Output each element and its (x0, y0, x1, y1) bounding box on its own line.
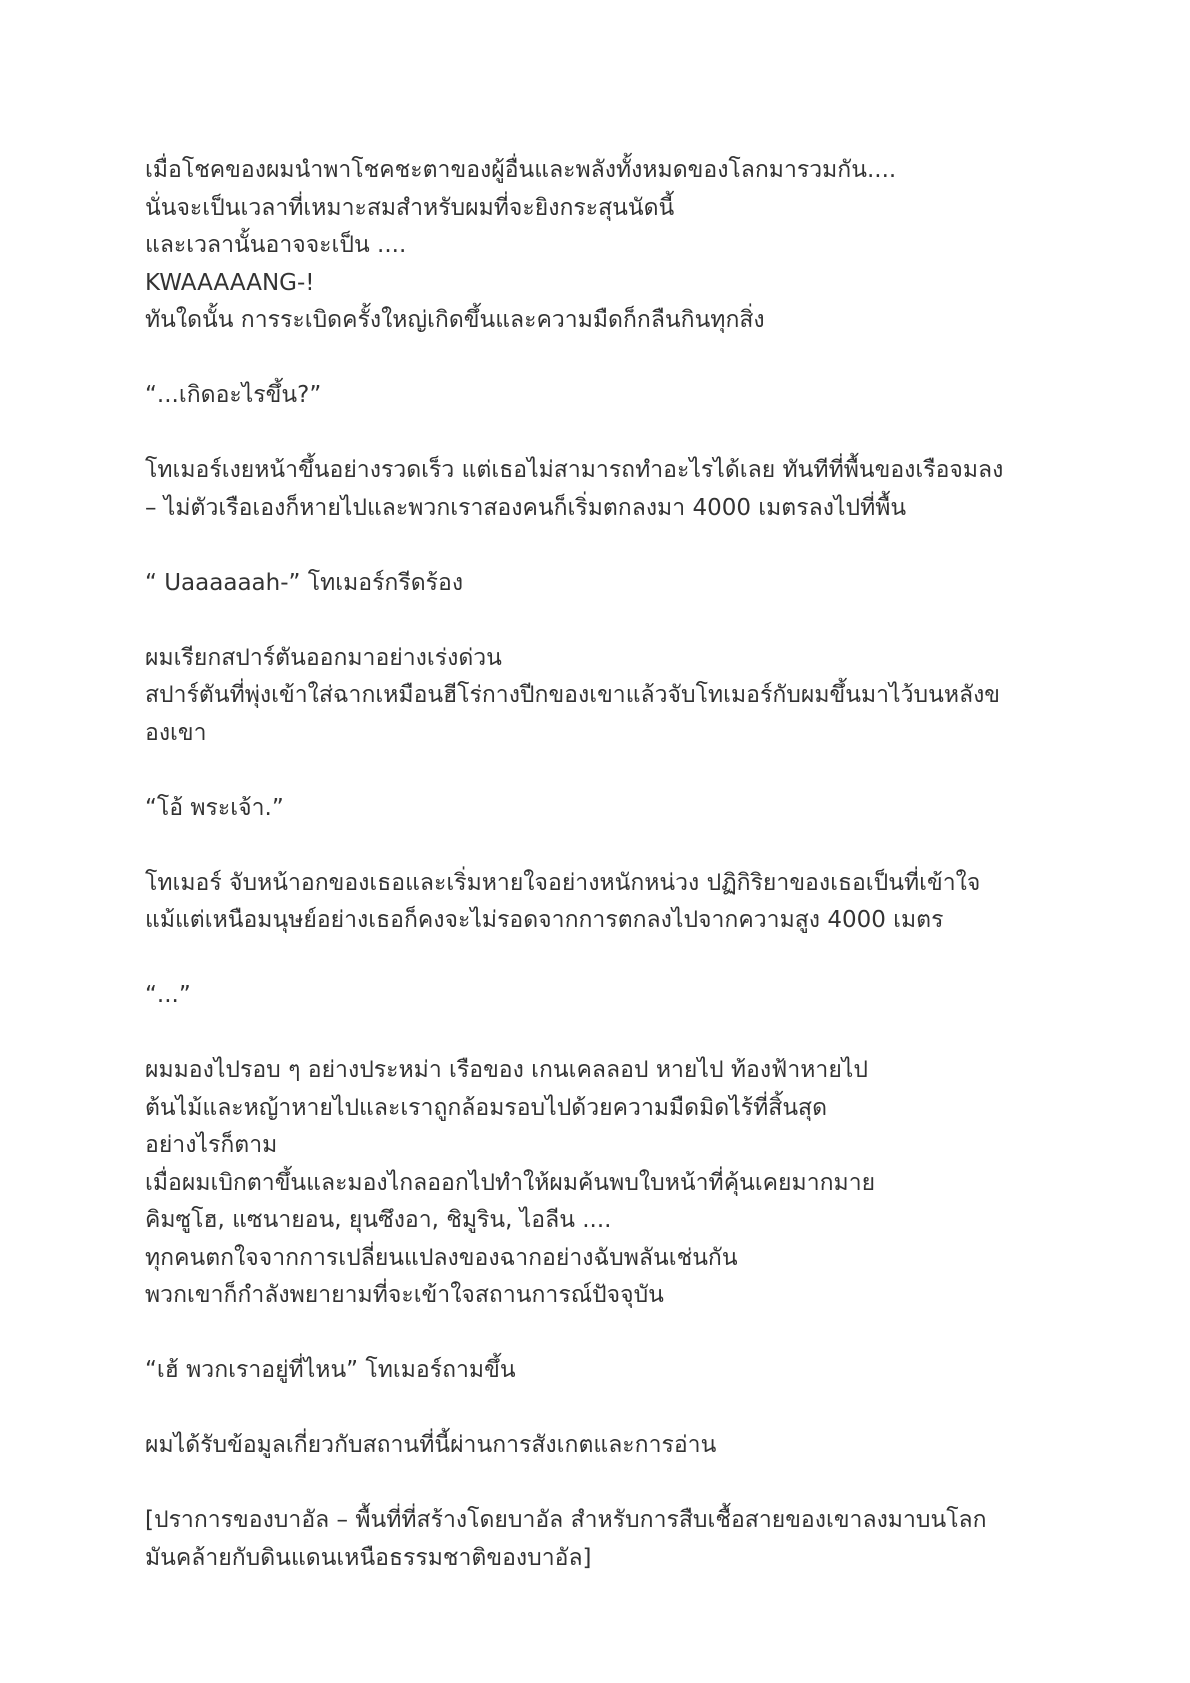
text-line: เมื่อโชคของผมนำพาโชคชะตาของผู้อื่นและพลังทั้งหมดของโลกมารวมกัน.... (145, 157, 897, 183)
text-line: ต้นไม้และหญ้าหายไปและเราถูกล้อมรอบไปด้วยความมืดมิดไร้ที่สิ้นสุด (145, 1094, 828, 1121)
text-line: นั่นจะเป็นเวลาที่เหมาะสมสำหรับผมที่จะยิงกระสุนนัดนี้ (145, 194, 675, 221)
text-line: – ไม่ตัวเรือเองก็หายไปและพวกเราสองคนก็เริ่มตกลงมา 4000 เมตรลงไปที่พื้น (145, 494, 907, 521)
text-line: “ Uaaaaaah-” โทเมอร์กรีดร้อง (145, 569, 464, 596)
text-line: โทเมอร์เงยหน้าขึ้นอย่างรวดเร็ว แต่เธอไม่สามารถทำอะไรได้เลย ทันทีที่พื้นของเรือจมลง (145, 457, 1004, 483)
text-line: สปาร์ตันที่พุ่งเข้าใส่ฉากเหมือนฮีโร่กางปีกของเขาแล้วจับโทเมอร์กับผมขึ้นมาไว้บนหลังข (145, 682, 1001, 708)
text-line: ทุกคนตกใจจากการเปลี่ยนแปลงของฉากอย่างฉับพลันเช่นกัน (145, 1244, 738, 1271)
text-line: คิมซูโฮ, แซนายอน, ยุนซึงอา, ชิมูริน, ไอลีน .... (145, 1207, 612, 1233)
text-line: “โอ้ พระเจ้า.” (145, 794, 284, 821)
text-line: ผมเรียกสปาร์ตันออกมาอย่างเร่งด่วน (145, 644, 502, 671)
paragraph (145, 1427, 1065, 1465)
paragraph (145, 1052, 1065, 1315)
paragraph (145, 790, 1065, 828)
text-line: อย่างไรก็ตาม (145, 1132, 278, 1158)
text-line: พวกเขาก็กำลังพยายามที่จะเข้าใจสถานการณ์ปัจจุบัน (145, 1282, 664, 1308)
text-line: เมื่อผมเบิกตาขึ้นและมองไกลออกไปทำให้ผมค้นพบใบหน้าที่คุ้นเคยมากมาย (145, 1169, 876, 1196)
paragraph (145, 1352, 1065, 1390)
paragraph (145, 640, 1065, 753)
paragraph (145, 977, 1065, 1015)
text-line: มันคล้ายกับดินแดนเหนือธรรมชาติของบาอัล] (145, 1544, 592, 1571)
paragraph (145, 377, 1065, 415)
paragraph (145, 452, 1065, 527)
text-line: ทันใดนั้น การระเบิดครั้งใหญ่เกิดขึ้นและความมืดก็กลืนกินทุกสิ่ง (145, 307, 765, 333)
paragraph (145, 865, 1065, 940)
text-line: องเขา (145, 719, 207, 746)
text-line: และเวลานั้นอาจจะเป็น .... (145, 232, 407, 258)
text-line: “...” (145, 982, 191, 1008)
text-line: ผมได้รับข้อมูลเกี่ยวกับสถานที่นี้ผ่านการสังเกตและการอ่าน (145, 1432, 717, 1458)
text-line: “...เกิดอะไรขึ้น?” (145, 382, 322, 408)
document-body (145, 152, 1065, 1615)
text-line: โทเมอร์ จับหน้าอกของเธอและเริ่มหายใจอย่างหนักหน่วง ปฏิกิริยาของเธอเป็นที่เข้าใจ (145, 869, 981, 896)
text-line: [ปราการของบาอัล – พื้นที่ที่สร้างโดยบาอัล สำหรับการสืบเชื้อสายของเขาลงมาบนโลก (145, 1507, 987, 1533)
paragraph (145, 152, 1065, 340)
text-line: ผมมองไปรอบ ๆ อย่างประหม่า เรือของ เกนเคลลอป หายไป ท้องฟ้าหายไป (145, 1057, 868, 1083)
text-line: “เฮ้ พวกเราอยู่ที่ไหน” โทเมอร์ถามขึ้น (145, 1357, 516, 1383)
paragraph (145, 1502, 1065, 1577)
text-line: แม้แต่เหนือมนุษย์อย่างเธอก็คงจะไม่รอดจากการตกลงไปจากความสูง 4000 เมตร (145, 907, 944, 933)
text-line: KWAAAAANG-! (145, 269, 315, 296)
paragraph (145, 565, 1065, 603)
